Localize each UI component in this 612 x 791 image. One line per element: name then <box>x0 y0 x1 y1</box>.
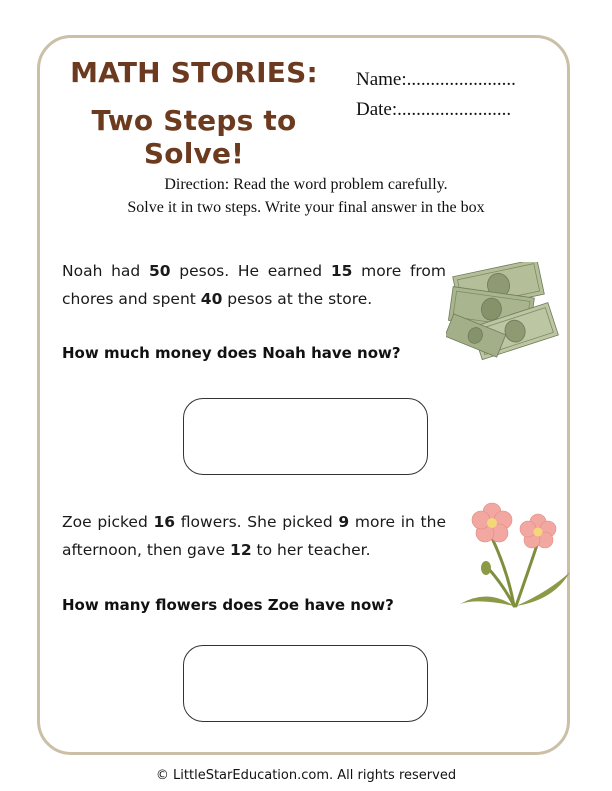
copyright-footer: © LittleStarEducation.com. All rights reserved <box>155 768 457 783</box>
problem-1-question: How much money does Noah have now? <box>62 344 401 362</box>
problem-number: 12 <box>230 541 252 559</box>
problem-text-part: pesos. He earned <box>170 262 331 280</box>
worksheet-subtitle: Two Steps to Solve! <box>91 104 297 170</box>
name-field[interactable]: Name:....................... <box>356 69 516 90</box>
problem-text-part: pesos at the store. <box>222 290 373 308</box>
problem-text-part: Noah had <box>62 262 149 280</box>
problem-number: 40 <box>200 290 223 308</box>
worksheet-title: MATH STORIES: <box>70 56 318 89</box>
problem-2-question: How many flowers does Zoe have now? <box>62 596 394 614</box>
problem-text-part: to her teacher. <box>251 541 371 559</box>
problem-1-text <box>62 257 446 313</box>
problem-1-answer-box[interactable] <box>183 398 428 475</box>
money-bills-icon <box>446 262 562 364</box>
direction-text: Direction: Read the word problem carefully. <box>164 176 448 193</box>
problem-number: 15 <box>330 262 353 280</box>
problem-2-answer-box[interactable] <box>183 645 428 722</box>
pink-flowers-icon <box>458 502 572 612</box>
problem-text-part: Zoe picked <box>62 513 154 531</box>
date-field[interactable]: Date:........................ <box>356 99 512 120</box>
problem-2-text <box>62 508 446 564</box>
problem-number: 9 <box>338 513 350 531</box>
direction-text-2: Solve it in two steps. Write your final answer in the box <box>127 199 485 216</box>
problem-text-part: more in the afternoon, then gave <box>62 513 446 559</box>
problem-number: 50 <box>148 262 171 280</box>
problem-text-part: flowers. She picked <box>175 513 339 531</box>
problem-text-part: more from chores and spent <box>62 262 447 308</box>
problem-number: 16 <box>153 513 176 531</box>
